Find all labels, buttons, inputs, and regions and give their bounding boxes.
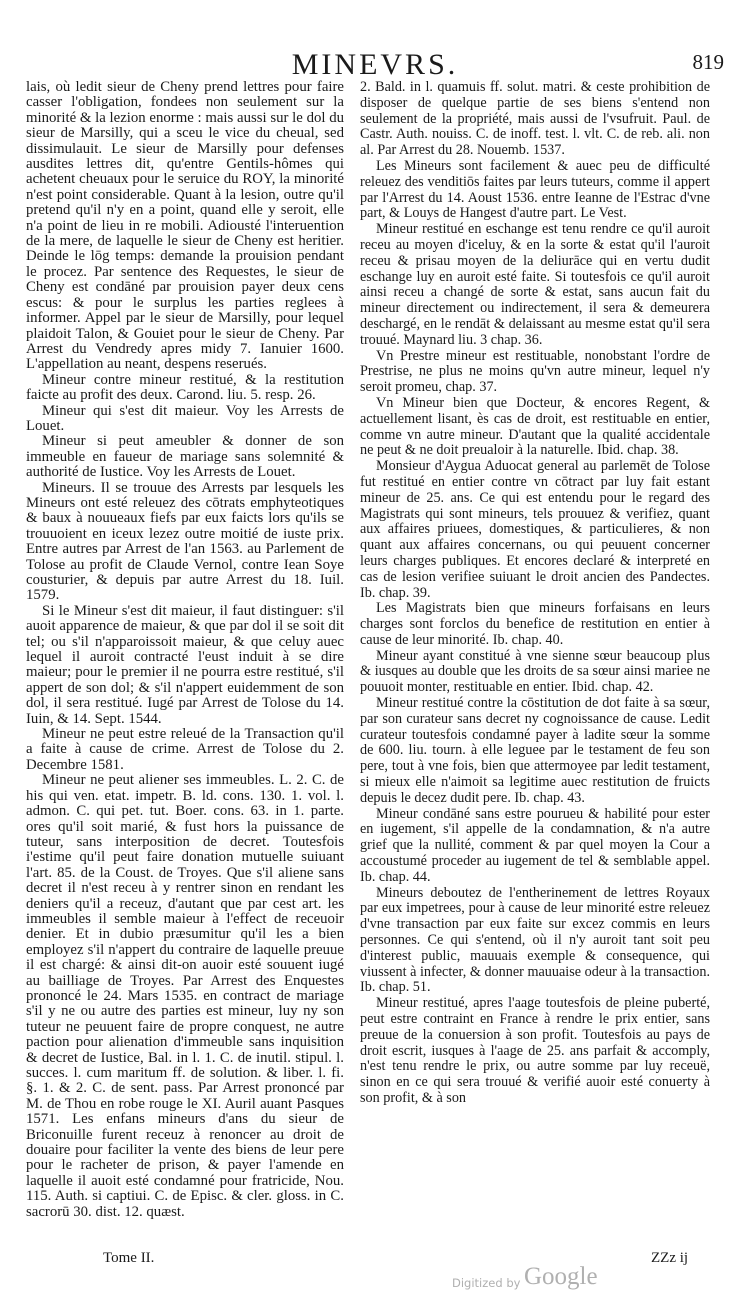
right-paragraph-2: Les Mineurs sont facilement & auec peu de difficulté releuez des venditiōs faites par leurs tuteurs, comme il appert par l'Arrest du 14. Aoust 1536. entre Ieanne de l'Estrac d'vne part, & Louys de Hangest d'autre part. Le Vest. [360, 157, 710, 222]
left-paragraph-3: Mineur qui s'est dit maieur. Voy les Arrests de Louet. [26, 402, 344, 434]
left-paragraph-2: Mineur contre mineur restitué, & la restitution faicte au profit des deux. Carond. liu. 5. resp. 26. [26, 371, 344, 404]
right-paragraph-10: Mineur condāné sans estre pourueu & habilité pour ester en iugement, s'il appelle de la condamnation, & n'a autre grief que la nullité, comment & par quel moyen la Cour a accoustumé proceder au iugement de tel & semblable appel. Ib. chap. 44. [360, 805, 710, 885]
page-number: 819 [692, 50, 724, 74]
right-paragraph-5: Vn Mineur bien que Docteur, & encores Regent, & actuellement lisant, ès cas de droit, est restituable en entier, comme vn autre mineur. D'autant que la qualité accidentale ne peut & ne doit preualoir à la naturelle. Ibid. chap. 38. [360, 394, 710, 459]
right-column [360, 80, 710, 1107]
left-paragraph-1: lais, où ledit sieur de Cheny prend lettres pour faire casser l'obligation, fondees non seulement sur la minorité & la lezion enorme : mais aussi sur le dol du sieur de Marsilly, qui a sceu le vice du cheual, sed dissimulauit. Le sieur de Marsilly pour defenses ausdites lettres dit, qu'entre Gentils-hômes qui achetent cheuaux pour le seruice du ROY, la minorité n'est point considerable. Quant à la lesion, outre qu'il pretend qu'il n'y en a point, quand elle y seroit, elle n'a point de lieu in re mobili. Adiousté l'interuention de la mere, de laquelle le sieur de Cheny est heritier. Deinde le lōg temps: demande la prouision pendant le procez. Par sentence des Requestes, le sieur de Cheny est condāné par prouision payer deux cens escus: & pour le surplus les parties reglees à informer. Appel par le sieur de Marsilly, pour lequel plaidoit Talon, & Gouiet pour le sieur de Cheny. Par Arrest du Vendredy apres midy 7. Ianuier 1600. L'appellation au neant, despens reserués. [26, 79, 344, 373]
right-paragraph-3: Mineur restitué en eschange est tenu rendre ce qu'il auroit receu au moyen d'iceluy, & en la sorte & estat qu'il l'auroit receu & prisau moyen de la deliurāce qui en vertu dudit eschange luy en auroit esté faite. Si toutesfois ce qu'il auroit ainsi receu a changé de sorte & estat, sans aucun fait du mineur directement ou indirectement, il sera & demeurera deschargé, en le rendāt & delaissant au mesme estat qu'il sera trouué. Maynard liu. 3 chap. 36. [360, 221, 710, 348]
left-paragraph-5: Mineurs. Il se trouue des Arrests par lesquels les Mineurs ont esté releuez des cōtrats emphyteotiques & baux à nouueaux fiefs par eux faicts lors qu'ils se trouuoient en iceux lezez outre moitié de iuste prix. Entre autres par Arrest de l'an 1563. au Parlement de Tolose au profit de Claude Vernol, contre Iean Soye cousturier, & depuis par autre Arrest du 18. Iuil. 1579. [26, 479, 344, 604]
left-column [26, 80, 344, 1220]
right-paragraph-8: Mineur ayant constitué à vne sienne sœur beaucoup plus & iusques au double que les droits de sa sœur ainsi mariee ne pouuoit monter, restituable en entier. Ibid. chap. 42. [360, 647, 710, 696]
left-paragraph-6: Si le Mineur s'est dit maieur, il faut distinguer: s'il auoit apparence de maieur, & que par dol il se soit dit tel; ou s'il n'apparoissoit maieur, & que celuy auec lequel il auroit contracté l'eust induit à se dire maieur; pour le premier il ne pourra estre restitué, s'il appert de son dol; & s'il n'appert euidemment de son dol, il sera restitué. Iugé par Arrest de Tolose du 14. Iuin, & 14. Sept. 1544. [26, 602, 344, 727]
right-paragraph-9: Mineur restitué contre la cōstitution de dot faite à sa sœur, par son curateur sans decret ny cognoissance de cause. Ledit curateur toutesfois condamné payer à ladite sœur la somme de 600. liu. tourn. à elle leguee par le testament de feu son pere, tout à vne fois, bien que attermoyee par ledit testament, si mieux elle n'aimoit sa legitime auec restitution de fruicts depuis le decez dudit pere. Ib. chap. 43. [360, 695, 710, 806]
right-paragraph-6: Monsieur d'Aygua Aduocat general au parlemēt de Tolose fut restitué en entier contre vn cōtract par luy fait estant mineur de 25. ans. Ce qui est entendu pour le regard des Magistrats qui sont mineurs, tels prouuez & verifiez, quant aux affaires priuees, domestiques, & particulieres, & non quant aux affaires concernans, ou qui peuuent concerner leurs charges publiques. Et encores declaré & interpreté en cas de lesion verifiee suiuant le droit ancien des Pandectes. Ib. chap. 39. [360, 458, 710, 601]
left-paragraph-7: Mineur ne peut estre releué de la Transaction qu'il a faite à cause de crime. Arrest de Tolose du 2. Decembre 1581. [26, 726, 344, 773]
right-paragraph-7: Les Magistrats bien que mineurs forfaisans en leurs charges sont forclos du benefice de restitution en entier à cause de leur minorité. Ib. chap. 40. [360, 600, 710, 648]
volume-label: Tome II. [103, 1250, 155, 1266]
right-paragraph-1: 2. Bald. in l. quamuis ff. solut. matri. & ceste prohibition de disposer de quelque partie de ses biens s'entend non seulement de la propriété, mais aussi de l'vsufruit. Paul. de Castr. Auth. nouiss. C. de inoff. test. l. vlt. C. de reb. ali. non al. Par Arrest du 28. Nouemb. 1537. [360, 79, 710, 159]
watermark-brand: Google [524, 1263, 598, 1290]
signature-mark: ZZz ij [651, 1250, 689, 1266]
google-watermark [452, 1263, 722, 1293]
right-paragraph-12: Mineur restitué, apres l'aage toutesfois de pleine puberté, peut estre contraint en France à rendre le prix entier, sans preuue de la conuersion à son profit. Toutesfois au pays de droit escrit, iusques à l'aage de 25. ans parfait & accomply, n'est tenu rendre le prix, ou autre somme par luy receuë, sinon en ce qui sera trouué & verifié auoir esté conuerty à son profit, & à son [360, 995, 710, 1106]
right-paragraph-4: Vn Prestre mineur est restituable, nonobstant l'ordre de Prestrise, ne plus ne moins qu'vn autre mineur, lequel n'y seroit promeu, chap. 37. [360, 347, 710, 396]
running-title: MINEVRS. [291, 48, 459, 81]
watermark-prefix: Digitized by [452, 1276, 521, 1290]
right-paragraph-11: Mineurs deboutez de l'entherinement de lettres Royaux par eux impetrees, pour à cause de leur minorité estre releuez d'vne transaction par eux faite sur excez commis en leurs personnes. Ce qui s'entend, où il n'y auroit tant soit peu d'interest public, mauuais exemple & consequence, qui viussent à infecter, & donner mauuaise odeur à la transaction. Ib. chap. 51. [360, 884, 710, 996]
left-paragraph-8: Mineur ne peut aliener ses immeubles. L. 2. C. de his qui ven. etat. impetr. B. ld. cons. 130. 1. vol. l. admon. C. qui pet. tut. Boer. cons. 63. in 1. parte. ores qu'il soit marié, & fust hors la puissance de tuteur, sans interposition de decret. Toutesfois i'estime qu'il peut faire donation mutuelle suiuant l'art. 85. de la Coust. de Troyes. Que s'il aliene sans decret il n'est receu à y rentrer sinon en rendant les deniers qu'il a receuz, d'autant que par cest art. les immeubles il semble maieur à l'effect de receuoir denier. Et in dubio præsumitur qu'il les a bien employez s'il n'appert du contraire de laquelle preuue il est chargé: & ainsi dit-on auoir esté souuent iugé au bailliage de Troyes. Par Arrest des Enquestes prononcé le 24. Mars 1535. en contract de mariage s'il y ne ou autre des parties est mineur, luy ny son tuteur ne peuuent faire de propre conquest, ne autre paction pour alienation d'immeuble sans inquisition & decret de Iustice, Bal. in l. 1. C. de inutil. stipul. l. succes. l. cum maritum ff. de solution. & liber. l. fi. §. 1. & 2. C. de sent. pass. Par Arrest prononcé par M. de Thou en robe rouge le XI. Auril auant Pasques 1571. Les enfans mineurs d'ans du sieur de Briconuille furent receuz à renoncer au droit de douaire pour faciliter la vente des biens de leur pere pour le racheter de prison, & payer l'amende en laquelle il auoit esté condamné pour fratricide, Nou. 115. Auth. si captiui. C. de Episc. & cler. gloss. in C. sacrorū 30. dist. 12. quæst. [26, 772, 344, 1220]
left-paragraph-4: Mineur si peut ameubler & donner de son immeuble en faueur de mariage sans solemnité & authorité de Iustice. Voy les Arrests de Louet. [26, 433, 344, 481]
